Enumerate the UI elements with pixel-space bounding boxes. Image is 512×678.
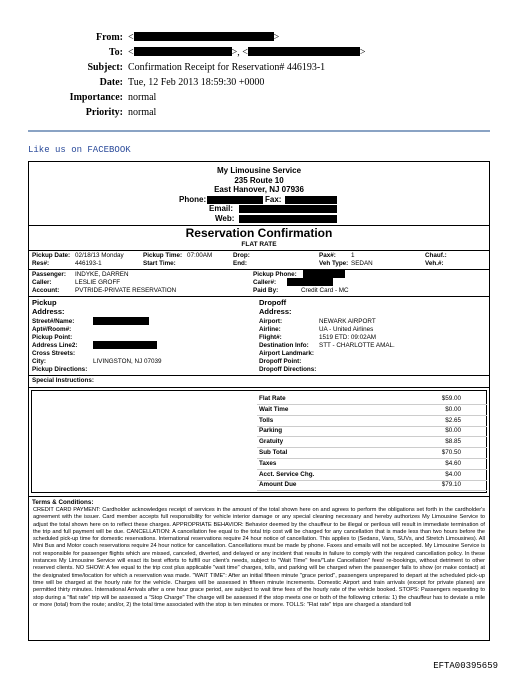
redaction-block bbox=[248, 47, 360, 56]
dropoff-point-label: Dropoff Point: bbox=[259, 358, 302, 365]
charge-amount: $4.60 bbox=[445, 459, 461, 467]
charge-label: Gratuity bbox=[259, 438, 284, 446]
city-value: LIVINGSTON, NJ 07039 bbox=[93, 358, 162, 365]
apt-label: Apt#/Room#: bbox=[32, 326, 72, 333]
redaction-block bbox=[239, 215, 337, 223]
divider bbox=[29, 375, 489, 376]
receipt bbox=[28, 161, 490, 641]
destination-label: Destination Info: bbox=[259, 342, 309, 349]
subject-row bbox=[0, 60, 512, 75]
to-row bbox=[0, 45, 512, 60]
divider bbox=[29, 496, 489, 497]
date-label: Date: bbox=[99, 77, 123, 88]
start-time-label: Start Time: bbox=[143, 260, 176, 267]
to-label: To: bbox=[108, 47, 123, 58]
charge-amount: $8.85 bbox=[445, 438, 461, 446]
company-phone-row bbox=[29, 195, 489, 205]
caller-label: Caller: bbox=[32, 279, 52, 286]
document-id: EFTA00395659 bbox=[433, 661, 498, 671]
caller-value: LESLIE GROFF bbox=[75, 279, 121, 286]
company-web-row bbox=[29, 214, 489, 224]
city-label: City: bbox=[32, 358, 46, 365]
company-email-row bbox=[29, 204, 489, 214]
email-label: Email: bbox=[209, 204, 234, 213]
charge-amount: $70.50 bbox=[441, 449, 461, 456]
from-value: < > bbox=[128, 32, 280, 43]
passenger-value: INDYKE, DARREN bbox=[75, 271, 129, 278]
charge-label: Parking bbox=[259, 427, 283, 435]
email-header bbox=[0, 30, 512, 120]
divider bbox=[29, 296, 489, 297]
special-instructions-label: Special Instructions: bbox=[32, 377, 94, 384]
charge-label: Acct. Service Chg. bbox=[259, 470, 315, 478]
company-address2: East Hanover, NJ 07936 bbox=[214, 185, 304, 194]
priority-label: Priority: bbox=[85, 107, 123, 118]
subject-value: Confirmation Receipt for Reservation# 446193-1 bbox=[128, 62, 326, 73]
pax-value: 1 bbox=[351, 252, 355, 259]
phone-label: Phone: bbox=[179, 194, 207, 204]
airline-label: Airline: bbox=[259, 326, 281, 333]
charge-row-divider bbox=[257, 490, 487, 491]
end-label: End: bbox=[233, 260, 247, 267]
charge-label: Tolls bbox=[259, 416, 274, 424]
pickup-directions-label: Pickup Directions: bbox=[32, 366, 88, 373]
redaction-block bbox=[207, 196, 263, 204]
dropoff-address-label: Address: bbox=[259, 307, 292, 316]
res-value: 446193-1 bbox=[75, 260, 102, 267]
passenger-label: Passenger: bbox=[32, 271, 66, 278]
terms-text: CREDIT CARD PAYMENT: Cardholder acknowledges receipt of services in the amount of the total shown here on and agrees to perform the obligations set forth in the cardholder's agreement with the issuer. Card member accepts full responsibility for vehicle interior damage or any special cleaning necessary and hereby authorizes My Limousine Service to adjust the total shown here on to reflect these charges. APPROPRIATE BEHAVIOR: Behavior deemed by the chauffeur to be illegal or perilous will result in immediate termination of the trip and full payment will be due. CANCELLATION: A cancellation fee equal to the total trip cost will be charged for any cancellation that is made less than two hours before the scheduled pick-up time for domestic reservations. International reservations require 24 hour notice of cancellation. This applies to (Sedans, Vans, SUVs, and Stretch Limousines). All Mini Bus and Motor coach reservations require 24 hour notice for cancellation. Cancellations must be made by phone. Faxes and emails will not be accepted. My Limousine Service is not responsible for passenger flights which are missed, canceled, diverted, and delayed or any incident that results in failure to comply with the required cancellation policy. In these instances My Limousine Service will exact its best efforts to fulfill our client's needs, subject to "Wait Time" fees/"Late Cancellation" fees/ re-bookings, without detriment to other reserved clients. NO SHOW: A fee equal to the trip cost plus applicable "wait time" charges, tolls, and parking will be charged when the passenger fails to show (or make contact) at the designated time/location for which a reservation was made. "WAIT TIME": After an initial fifteen minute "grace period", passengers unprepared to depart at the scheduled pick-up time will be charged at the hourly rate for the vehicle. Charges will be assessed in fifteen minute increments. Domestic Airport and train arrivals (except for private planes) are permitted thirty minutes. International Arrivals after a one hour grace period, are subject to wait time fees of the hourly rate of the vehicle booked. STOPS: Passengers requesting to stop during a "flat rate" trip will be assessed a "Stop Charge" The charge will be assessed if the stop meets one or both of the following criteria: 1) the chauffeur has to deviate a mile or more (total) from the route; and/or, 2) the total time associated with the stop is ten minutes or more. TOLLS: "Flat rate" trips are charged a standard toll bbox=[33, 507, 485, 608]
company-block bbox=[29, 166, 489, 223]
pickup-address-label: Address: bbox=[32, 307, 65, 316]
company-name: My Limousine Service bbox=[216, 166, 302, 175]
charge-amount: $0.00 bbox=[445, 427, 461, 435]
street-label: Street#/Name: bbox=[32, 318, 75, 325]
priority-row bbox=[0, 105, 512, 120]
pickup-point-label: Pickup Point: bbox=[32, 334, 73, 341]
charge-amount: $59.00 bbox=[441, 395, 461, 402]
flight-value: 1519 ETD: 09:02AM bbox=[319, 334, 377, 341]
airport-value: NEWARK AIRPORT bbox=[319, 318, 376, 325]
cross-streets-label: Cross Streets: bbox=[32, 350, 76, 357]
drop-label: Drop: bbox=[233, 252, 250, 259]
flight-label: Flight#: bbox=[259, 334, 282, 341]
redaction-block bbox=[134, 47, 232, 56]
redaction-block bbox=[287, 278, 333, 286]
priority-value: normal bbox=[128, 107, 157, 118]
fax-label: Fax: bbox=[265, 194, 282, 204]
chauffeur-label: Chauf.: bbox=[425, 252, 447, 259]
charge-label: Taxes bbox=[259, 459, 277, 467]
airport-landmark-label: Airport Landmark: bbox=[259, 350, 314, 357]
redaction-block bbox=[93, 317, 149, 325]
pickup-date-label: Pickup Date: bbox=[32, 252, 71, 259]
redaction-block bbox=[134, 32, 274, 41]
pickup-time-label: Pickup Time: bbox=[143, 252, 183, 259]
company-address1: 235 Route 10 bbox=[234, 175, 284, 185]
divider bbox=[29, 269, 489, 270]
charge-label: Amount Due bbox=[259, 481, 297, 489]
paid-by-value: Credit Card - MC bbox=[301, 287, 349, 294]
importance-row bbox=[0, 90, 512, 105]
charge-amount: $2.65 bbox=[445, 416, 461, 424]
date-value: Tue, 12 Feb 2013 18:59:30 +0000 bbox=[128, 77, 265, 88]
importance-value: normal bbox=[128, 92, 157, 103]
subject-label: Subject: bbox=[87, 62, 123, 73]
destination-value: STT - CHARLOTTE AMAL. bbox=[319, 342, 395, 349]
charge-amount: $4.00 bbox=[445, 470, 461, 478]
address-line2-label: Address Line2: bbox=[32, 342, 78, 349]
charge-amount: $0.00 bbox=[445, 405, 461, 413]
pickup-heading: Pickup bbox=[32, 298, 57, 307]
web-label: Web: bbox=[215, 213, 235, 223]
dropoff-directions-label: Dropoff Directions: bbox=[259, 366, 317, 373]
redaction-block bbox=[303, 270, 345, 278]
header-divider bbox=[28, 130, 490, 132]
res-label: Res#: bbox=[32, 260, 50, 267]
veh-type-value: SEDAN bbox=[351, 260, 373, 267]
account-label: Account: bbox=[32, 287, 60, 294]
from-row bbox=[0, 30, 512, 45]
veh-type-label: Veh Type: bbox=[319, 260, 349, 267]
account-value: PVTRIDE-PRIVATE RESERVATION bbox=[75, 287, 177, 294]
redaction-block bbox=[239, 205, 337, 213]
pickup-time-value: 07:00AM bbox=[187, 252, 213, 259]
charge-label: Flat Rate bbox=[259, 395, 286, 402]
divider bbox=[29, 250, 489, 251]
redaction-block bbox=[93, 341, 157, 349]
charge-label: Sub Total bbox=[259, 449, 288, 456]
airport-label: Airport: bbox=[259, 318, 283, 325]
airline-value: UA - United Airlines bbox=[319, 326, 374, 333]
dropoff-heading: Dropoff bbox=[259, 298, 287, 307]
charge-label: Wait Time bbox=[259, 405, 289, 413]
vehicle-number-label: Veh.#: bbox=[425, 260, 444, 267]
pax-label: Pax#: bbox=[319, 252, 336, 259]
date-row bbox=[0, 75, 512, 90]
divider bbox=[29, 387, 489, 388]
pickup-phone-label: Pickup Phone: bbox=[253, 271, 297, 278]
caller-number-label: Caller#: bbox=[253, 279, 277, 286]
charge-amount: $79.10 bbox=[441, 481, 461, 489]
confirmation-subtitle: FLAT RATE bbox=[241, 241, 277, 248]
importance-label: Importance: bbox=[69, 92, 123, 103]
to-value: < >, < > bbox=[128, 47, 366, 58]
facebook-link[interactable]: Like us on FACEBOOK bbox=[28, 145, 131, 155]
confirmation-title: Reservation Confirmation bbox=[185, 226, 333, 240]
from-label: From: bbox=[95, 32, 123, 43]
paid-by-label: Paid By: bbox=[253, 287, 279, 294]
terms-label: Terms & Conditions: bbox=[32, 499, 94, 506]
redaction-block bbox=[285, 196, 337, 204]
pickup-date-value: 02/18/13 Monday bbox=[75, 252, 124, 259]
